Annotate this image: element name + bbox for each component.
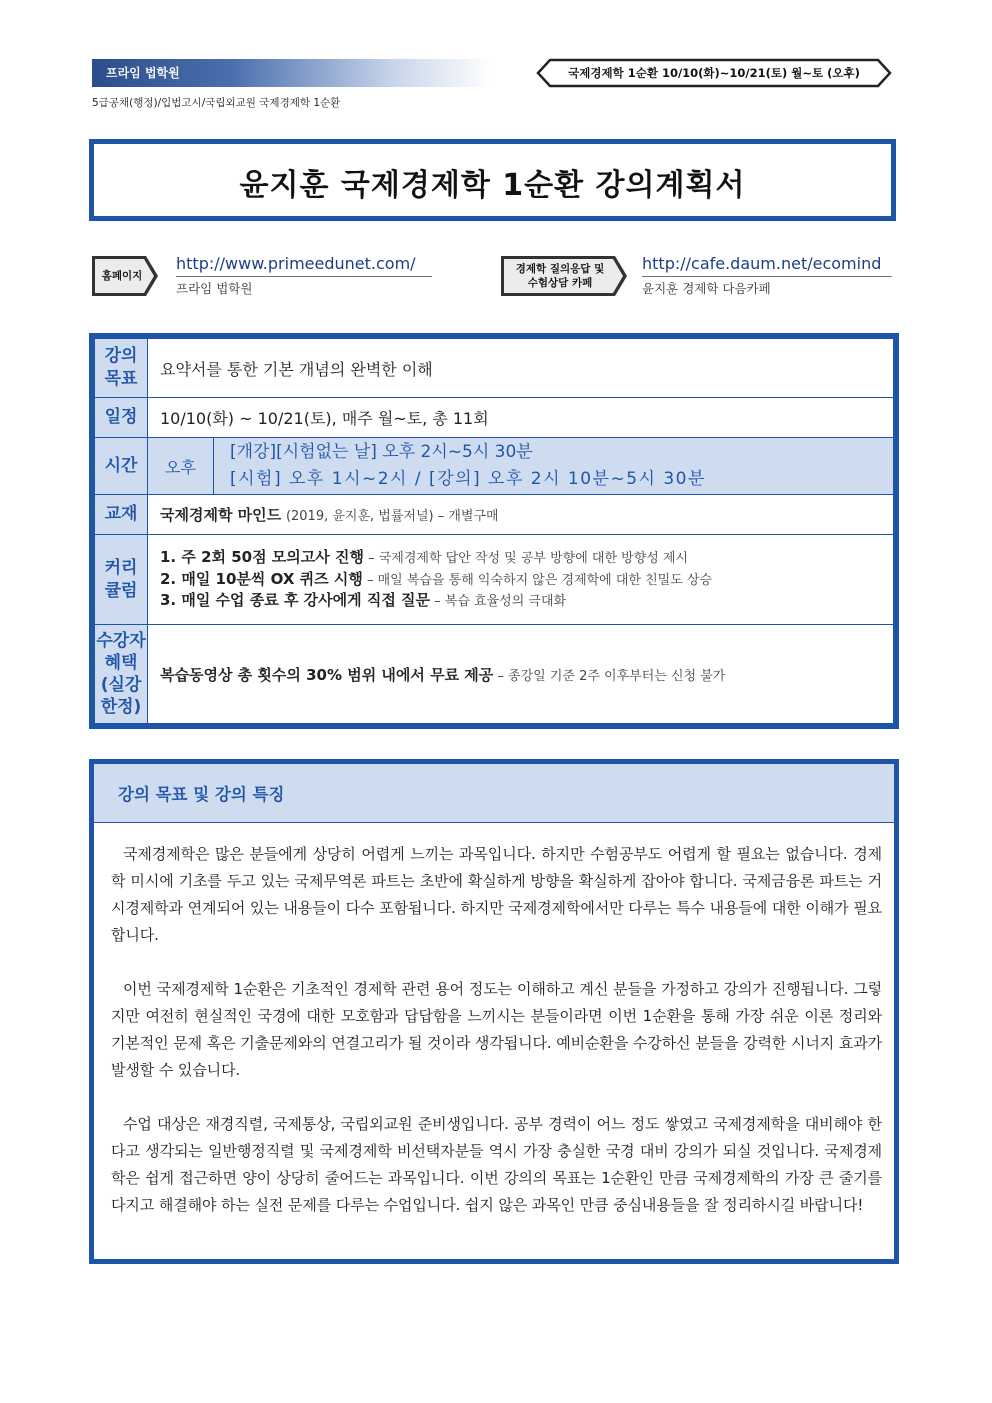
textbook-cell bbox=[148, 495, 894, 535]
curriculum-item-desc: – 국제경제학 답안 작성 및 공부 방향에 대한 방향성 제시 bbox=[363, 550, 689, 566]
row-benefit bbox=[95, 625, 894, 724]
curriculum-item-title: 1. 주 2회 50점 모의고사 진행 bbox=[160, 547, 364, 566]
homepage-tag-label: 홈페이지 bbox=[101, 269, 143, 282]
cafe-tag-line1: 경제학 질의응답 및 bbox=[515, 262, 605, 275]
homepage-link[interactable]: http://www.primeedunet.com/ bbox=[176, 254, 416, 273]
feature-paragraph: 이번 국제경제학 1순환은 기초적인 경제학 관련 용어 정도는 이해하고 계신 분들을 가정하고 강의가 진행됩니다. 그렇지만 여전히 현실적인 국경에 대한 모호함과 답답함을 느끼시는 분들이라면 이번 1순환을 통해 가장 쉬운 이론 정리와 기본적인 문제 혹은 기출문제와의 연결고리가 될 것이라 생각됩니다. 예비순환을 수강하신 분들을 강력한 시너지 효과가 발생할 수 있습니다. bbox=[111, 980, 882, 1079]
textbook-name: 국제경제학 마인드 bbox=[160, 506, 282, 524]
schedule-tag bbox=[536, 58, 892, 88]
page-title: 윤지훈 국제경제학 1순환 강의계획서 bbox=[239, 168, 746, 203]
cafe-tag-line2: 수험상담 카페 bbox=[527, 277, 593, 289]
goal-head-line1: 강의 bbox=[104, 346, 138, 367]
textbook-head: 교재 bbox=[95, 495, 148, 535]
features-body bbox=[94, 823, 894, 1219]
cafe-link-underline bbox=[642, 276, 892, 277]
curriculum-item bbox=[160, 569, 881, 591]
benefit-desc: – 종강일 기준 2주 이후부터는 신청 불가 bbox=[493, 668, 726, 684]
benefit-title: 복습동영상 총 횟수의 30% 범위 내에서 무료 제공 bbox=[160, 665, 494, 684]
cafe-desc: 윤지훈 경제학 다음카페 bbox=[642, 281, 771, 296]
feature-paragraph: 수업 대상은 재경직렬, 국제통상, 국립외교원 준비생입니다. 공부 경력이 어느 정도 쌓였고 국제경제학을 대비해야 한다고 생각되는 일반행정직렬 및 국제경제학 비선택자분들 역시 가장 충실한 국경 대비 강의가 되실 것입니다. 국제경제학은 쉽게 접근하면 양이 상당히 줄어드는 과목입니다. 이번 강의의 목표는 1순환인 만큼 국제경제학의 가장 큰 줄기를 다지고 해결해야 하는 실전 문제를 다루는 수업입니다. 쉽지 않은 과목인 만큼 중심내용들을 잘 정리하시길 바랍니다! bbox=[111, 1115, 882, 1214]
curriculum-item-title: 2. 매일 10분씩 OX 퀴즈 시행 bbox=[160, 569, 363, 588]
title-box bbox=[89, 139, 896, 221]
benefit-head-line3: (실강 bbox=[100, 675, 142, 695]
cafe-tag-label bbox=[501, 256, 619, 296]
row-goal bbox=[95, 339, 894, 398]
row-schedule bbox=[95, 398, 894, 438]
row-textbook bbox=[95, 495, 894, 535]
benefit-cell bbox=[148, 625, 894, 724]
course-info-table bbox=[89, 333, 899, 729]
time-head: 시간 bbox=[95, 438, 148, 495]
time-detail bbox=[214, 438, 894, 495]
benefit-head-line1: 수강자 bbox=[96, 630, 146, 651]
row-curriculum bbox=[95, 535, 894, 625]
goal-head bbox=[95, 339, 148, 398]
schedule-head: 일정 bbox=[95, 398, 148, 438]
curriculum-item-desc: – 매일 복습을 통해 익숙하지 않은 경제학에 대한 친밀도 상승 bbox=[362, 572, 713, 588]
benefit-head bbox=[95, 625, 148, 724]
time-period: 오후 bbox=[148, 438, 214, 495]
goal-text: 요약서를 통한 기본 개념의 완벽한 이해 bbox=[148, 339, 894, 398]
brand-name: 프라임 법학원 bbox=[106, 66, 180, 80]
features-section bbox=[89, 759, 899, 1264]
curriculum-head bbox=[95, 535, 148, 625]
curriculum-item-desc: – 복습 효율성의 극대화 bbox=[430, 594, 567, 610]
curriculum-item-title: 3. 매일 수업 종료 후 강사에게 직접 질문 bbox=[160, 591, 431, 610]
textbook-detail: (2019, 윤지훈, 법률저널) – 개별구매 bbox=[285, 509, 499, 524]
cafe-tag bbox=[501, 256, 627, 296]
curriculum-head-line2: 큘럼 bbox=[104, 580, 138, 601]
time-line-2: [시험] 오후 1시~2시 / [강의] 오후 2시 10분~5시 30분 bbox=[230, 469, 706, 489]
time-line-1: [개강][시험없는 날] 오후 2시~5시 30분 bbox=[230, 441, 533, 462]
homepage-tag bbox=[92, 256, 158, 296]
features-heading: 강의 목표 및 강의 특징 bbox=[94, 764, 894, 823]
curriculum-cell bbox=[148, 535, 894, 625]
info-table bbox=[94, 338, 894, 724]
schedule-text: 10/10(화) ~ 10/21(토), 매주 월~토, 총 11회 bbox=[148, 398, 894, 438]
feature-paragraph: 국제경제학은 많은 분들에게 상당히 어렵게 느끼는 과목입니다. 하지만 수험공부도 어렵게 할 필요는 없습니다. 경제학 미시에 기초를 두고 있는 국제무역론 파트는 초반에 확실하게 방향을 확실하게 잡아야 합니다. 국제금융론 파트는 거시경제학과 연계되어 있는 내용들이 다수 포함됩니다. 하지만 국제경제학에서만 다루는 특수 내용들에 대한 이해가 필요합니다. bbox=[111, 845, 882, 944]
cafe-link[interactable]: http://cafe.daum.net/ecomind bbox=[642, 254, 882, 273]
benefit-head-line4: 한정) bbox=[100, 697, 142, 718]
homepage-desc: 프라임 법학원 bbox=[176, 281, 253, 296]
row-time bbox=[95, 438, 894, 495]
homepage-link-underline bbox=[176, 276, 432, 277]
curriculum-head-line1: 커리 bbox=[104, 557, 138, 578]
curriculum-item bbox=[160, 590, 881, 612]
course-subtitle: 5급공채(행정)/입법고시/국립외교원 국제경제학 1순환 bbox=[92, 97, 341, 109]
benefit-head-line2: 혜택 bbox=[104, 652, 138, 673]
curriculum-item bbox=[160, 547, 881, 569]
goal-head-line2: 목표 bbox=[104, 369, 138, 389]
schedule-tag-text: 국제경제학 1순환 10/10(화)~10/21(토) 월~토 (오후) bbox=[568, 66, 860, 80]
